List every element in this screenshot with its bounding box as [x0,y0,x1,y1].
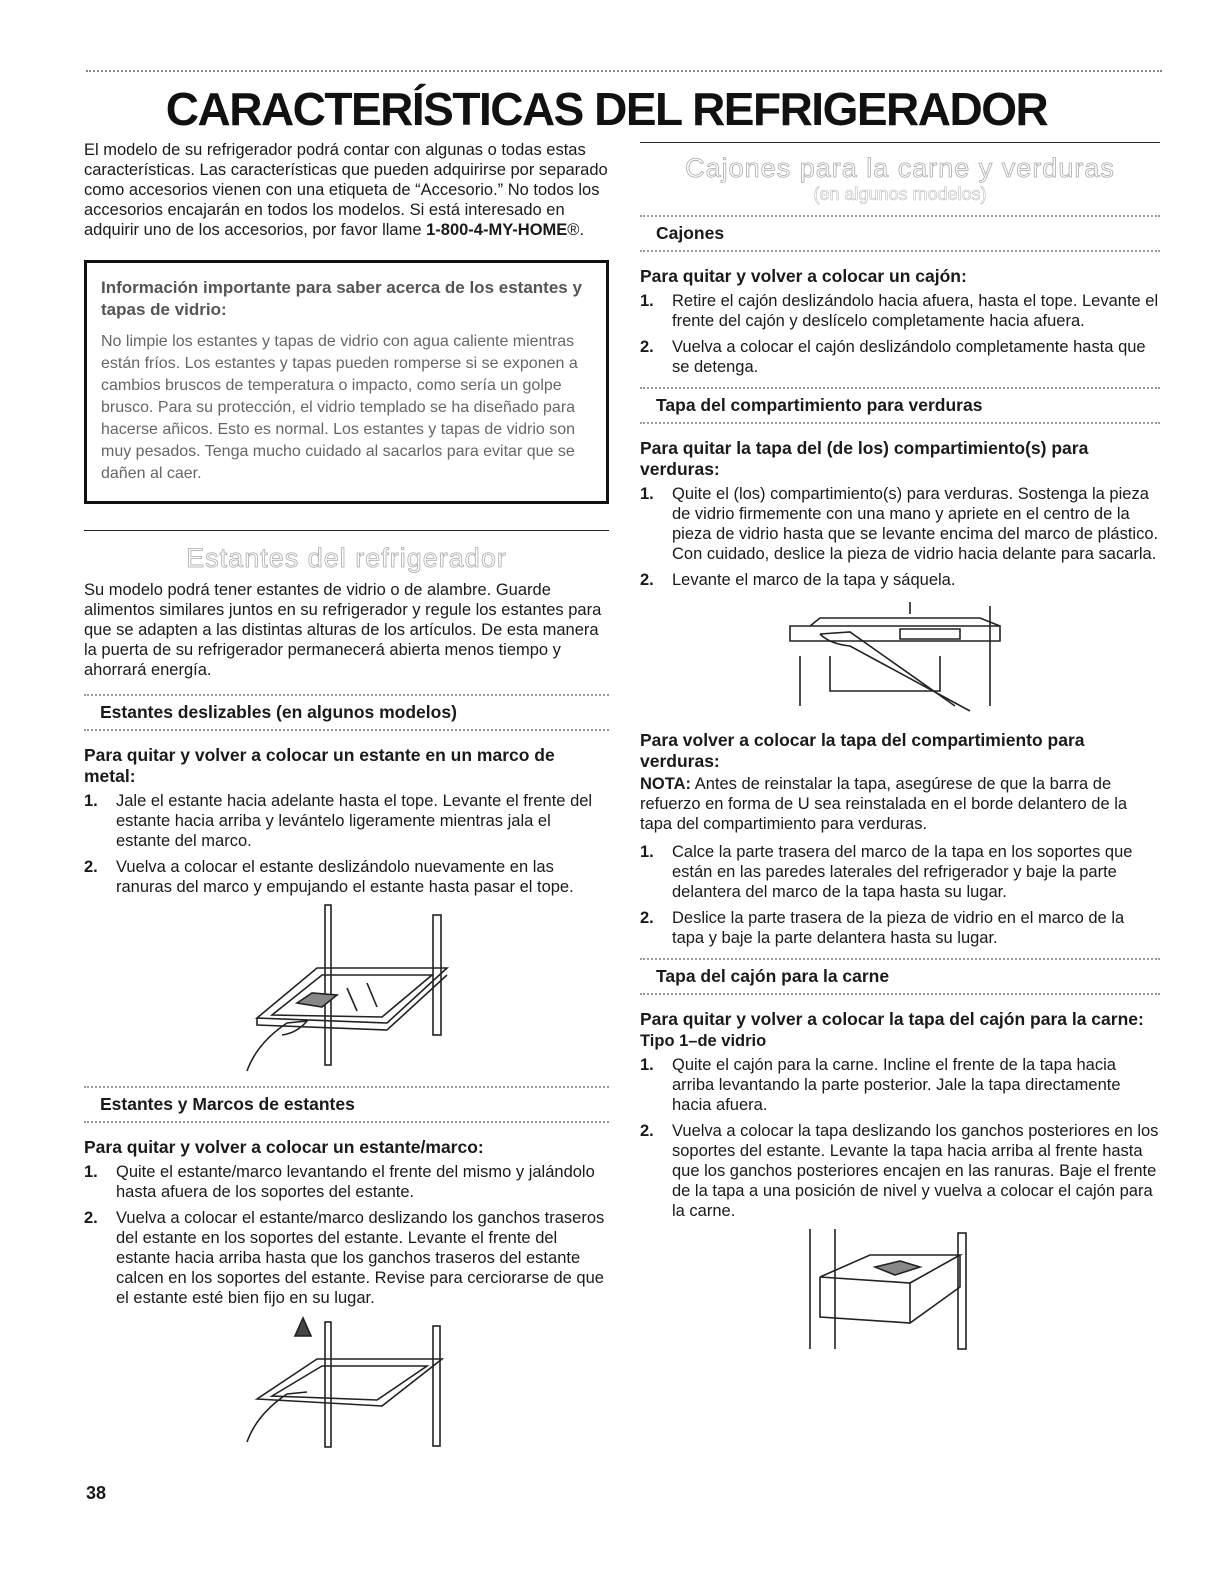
crisper-note [640,774,1160,834]
meat-steps [640,1055,1160,1221]
section-subtitle-drawers: (en algunos modelos) [813,184,987,204]
crisper-cover-heading: Tapa del compartimiento para verduras [640,387,1160,424]
step-number: 2. [84,1209,98,1227]
step-text: Vuelva a colocar el estante deslizándolo nuevamente en las ranuras del marco y empujando el estante hasta pasar el tope. [116,858,574,896]
step-text: Vuelva a colocar la tapa deslizando los ganchos posteriores en los soportes del estante. Levante la tapa hacia arriba al frente hasta que los ganchos posteriores encajen en las ranuras. Baje el frente de la tapa a una posición de nivel y vuelva a colocar el cajón para la carne. [672,1122,1159,1220]
drawers-heading: Cajones [640,215,1160,252]
step-number: 2. [640,571,654,589]
section-title-drawers: Cajones para la carne y verduras [685,153,1115,183]
section-rule [640,142,1160,143]
step-number: 1. [640,1056,654,1074]
list-item [84,1208,609,1308]
list-item [640,337,1160,377]
list-item [640,842,1160,902]
step-text: Vuelva a colocar el cajón deslizándolo completamente hasta que se detenga. [672,338,1146,376]
page-number: 38 [86,1483,107,1503]
intro-text: El modelo de su refrigerador podrá contar con algunas o todas estas características. Las características que pueden adquirirse por separado como accesorios vienen con una etiqueta de “Accesorio.” No todos los accesorios encajarán en todos los modelos. Si está interesado en adquirir uno de los accesorios, por favor llame [84,141,608,239]
step-text: Levante el marco de la tapa y sáquela. [672,571,956,589]
step-number: 2. [640,909,654,927]
step-text: Jale el estante hacia adelante hasta el tope. Levante el frente del estante hacia arriba y levántelo ligeramente mientras jala el estante del marco. [116,792,593,850]
left-column [84,140,609,1449]
meat-drawer-illustration [790,1227,1010,1352]
crisper-remove-title: Para quitar la tapa del (de los) compartimiento(s) para verduras: [640,438,1089,479]
section-rule [84,530,609,531]
step-number: 1. [640,843,654,861]
shelves-intro: Su modelo podrá tener estantes de vidrio o de alambre. Guarde alimentos similares juntos en su refrigerador y regule los estantes para que se adapten a las distintas alturas de los artículos. De esta manera la puerta de su refrigerador permanecerá abierta menos tiempo y ahorrará energía. [84,581,602,679]
list-item [640,1055,1160,1115]
step-number: 1. [84,792,98,810]
drawer-steps [640,291,1160,377]
sliding-shelves-heading: Estantes deslizables (en algunos modelos) [84,694,609,731]
step-number: 1. [640,485,654,503]
meat-cover-type: Tipo 1–de vidrio [640,1032,767,1050]
step-text: Retire el cajón deslizándolo hacia afuera, hasta el tope. Levante el frente del cajón y deslícelo completamente hacia afuera. [672,292,1159,330]
shelf-frames-heading: Estantes y Marcos de estantes [84,1086,609,1123]
step-text: Quite el (los) compartimiento(s) para verduras. Sostenga la pieza de vidrio firmemente con una mano y apriete en el centro de la pieza de vidrio hasta que se levante encima del marco de plástico. Con cuidado, deslice la pieza de vidrio hacia delante para sacarla. [672,485,1159,563]
step-text: Deslice la parte trasera de la pieza de vidrio en el marco de la tapa y baje la parte delantera hasta su lugar. [672,909,1125,947]
list-item [84,791,609,851]
notice-body: No limpie los estantes y tapas de vidrio con agua caliente mientras están fríos. Los estantes y tapas pueden romperse si se exponen a cambios bruscos de temperatura o impacto, como sería un golpe brusco. Para su protección, el vidrio templado se ha diseñado para hacerse añicos. Esto es normal. Los estantes y tapas de vidrio son muy pesados. Tenga mucho cuidado al sacarlos para evitar que se dañen al caer. [101,333,578,482]
crisper-replace-steps [640,842,1160,948]
list-item [640,291,1160,331]
step-number: 2. [84,858,98,876]
list-item [640,484,1160,564]
step-number: 1. [84,1163,98,1181]
notice-title: Información importante para saber acerca de los estantes y tapas de vidrio: [101,278,582,319]
phone-number: 1-800-4-MY-HOME [426,221,568,239]
list-item [640,570,1160,590]
sliding-procedure-title: Para quitar y volver a colocar un estante en un marco de metal: [84,745,555,786]
meat-procedure-title: Para quitar y volver a colocar la tapa del cajón para la carne: [640,1009,1144,1029]
step-text: Quite el cajón para la carne. Incline el frente de la tapa hacia arriba levantando la parte posterior. Jale la tapa directamente hacia afuera. [672,1056,1121,1114]
step-text: Vuelva a colocar el estante/marco deslizando los ganchos traseros del estante en los soportes del estante. Levante el frente del estante hacia arriba hasta que los ganchos traseros del estante calcen en los soportes del estante. Revise para cerciorarse de que el estante esté bien fijo en su lugar. [116,1209,605,1307]
sliding-steps [84,791,609,897]
phone-suffix: ®. [567,221,585,239]
list-item [84,857,609,897]
crisper-cover-illustration [780,596,1020,716]
frames-procedure-title: Para quitar y volver a colocar un estante/marco: [84,1137,484,1157]
intro-paragraph [84,140,609,240]
list-item [640,908,1160,948]
frames-steps [84,1162,609,1308]
page-title: CARACTERÍSTICAS DEL REFRIGERADOR [165,83,1048,135]
sliding-shelf-illustration [227,903,467,1078]
note-text: Antes de reinstalar la tapa, asegúrese de que la barra de refuerzo en forma de U sea reinstalada en el borde delantero de la tapa del compartimiento para verduras. [640,775,1128,833]
step-number: 2. [640,338,654,356]
glass-notice-box [84,260,609,504]
list-item [640,1121,1160,1221]
shelf-frame-illustration [227,1314,467,1449]
step-number: 2. [640,1122,654,1140]
meat-cover-heading: Tapa del cajón para la carne [640,958,1160,995]
right-column [640,140,1160,1352]
crisper-remove-steps [640,484,1160,590]
drawer-procedure-title: Para quitar y volver a colocar un cajón: [640,266,967,286]
step-text: Calce la parte trasera del marco de la tapa en los soportes que están en las paredes laterales del refrigerador y baje la parte delantera del marco de la tapa hasta su lugar. [672,843,1133,901]
step-text: Quite el estante/marco levantando el frente del mismo y jalándolo hasta afuera de los soportes del estante. [116,1163,595,1201]
step-number: 1. [640,292,654,310]
note-label: NOTA: [640,775,692,793]
top-dotted-rule [86,70,1162,72]
crisper-replace-title: Para volver a colocar la tapa del compartimiento para verduras: [640,730,1085,771]
list-item [84,1162,609,1202]
section-title-shelves: Estantes del refrigerador [186,543,507,573]
